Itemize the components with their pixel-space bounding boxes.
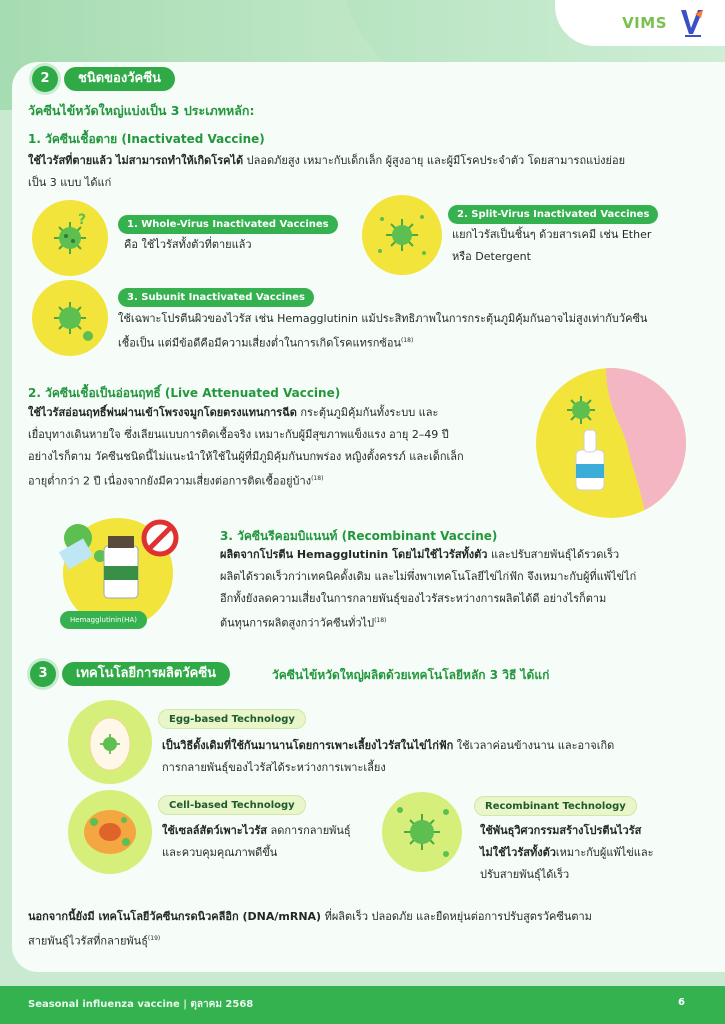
live-desc-1: กระตุ้นภูมิคุ้มกันทั้งระบบ และ: [296, 406, 439, 419]
recomb-desc-bold-2: ไม่ใช้ไวรัสทั้งตัว: [480, 846, 556, 859]
inactivated-desc-1: ปลอดภัยสูง เหมาะกับเด็กเล็ก ผู้สูงอายุ และผู้มีโรคประจำตัว โดยสามารถแบ่งย่อย: [243, 154, 626, 167]
live-ref: (18): [311, 475, 324, 482]
split-virus-desc-1: แยกไวรัสเป็นชิ้นๆ ด้วยสารเคมี เช่น Ether: [452, 228, 652, 241]
section-3-title: เทคโนโลยีการผลิตวัคซีน: [62, 662, 230, 686]
closing-paragraph: [28, 906, 708, 953]
recombinant-tech-description: [480, 820, 653, 886]
closing-2: สายพันธุ์ไวรัสที่กลายพันธุ์: [28, 934, 148, 948]
virus-icon: [32, 200, 108, 276]
subunit-illustration: [32, 280, 108, 356]
section-2-intro: วัคซีนไข้หวัดใหญ่แบ่งเป็น 3 ประเภทหลัก:: [28, 103, 255, 118]
cell-desc-2: และควบคุมคุณภาพดีขึ้น: [162, 846, 278, 859]
hemagglutinin-tag: Hemagglutinin(HA): [60, 611, 147, 629]
footer-title: Seasonal influenza vaccine | ตุลาคม 2568: [28, 999, 254, 1010]
subunit-desc-2: เชื้อเป็น แต่มีข้อดีคือมีความเสี่ยงต่ำในการเกิดโรคแทรกซ้อน: [118, 336, 402, 350]
egg-desc-2: การกลายพันธุ์ของไวรัสได้ระหว่างการเพาะเลี้ยง: [162, 761, 386, 774]
inactivated-desc-2: เป็น 3 แบบ ได้แก่: [28, 176, 112, 189]
vaccine-bottle-icon: [48, 508, 198, 628]
egg-based-description: [162, 735, 702, 779]
brand-v-logo: [679, 8, 707, 38]
subunit-ref: (18): [401, 337, 414, 344]
recombinant-illustration: [48, 508, 198, 628]
egg-illustration: [68, 700, 152, 784]
split-virus-desc-2: หรือ Detergent: [452, 250, 531, 263]
live-heading: 2. วัคซีนเชื้อเป็นอ่อนฤทธิ์ (Live Attenuated Vaccine): [28, 386, 341, 400]
whole-virus-illustration: [32, 200, 108, 276]
live-desc-3: อย่างไรก็ตาม วัคซีนชนิดนี้ไม่แนะนำให้ใช้ในผู้ที่มีภูมิคุ้มกันบกพร่อง หญิงตั้งครรภ์ และเด็กเล็ก: [28, 450, 464, 463]
closing-ref: (19): [147, 935, 161, 942]
nasal-spray-icon: [536, 368, 686, 518]
recombinant-tech-label: Recombinant Technology: [474, 796, 637, 816]
inactivated-heading: 1. วัคซีนเชื้อตาย (Inactivated Vaccine): [28, 132, 265, 146]
recombinant-heading: 3. วัคซีนรีคอมบิแนนท์ (Recombinant Vaccine): [220, 529, 498, 543]
whole-virus-description: คือ ใช้ไวรัสทั้งตัวที่ตายแล้ว: [124, 238, 252, 251]
recombinant-ref: (18): [374, 617, 387, 624]
section-2-title: ชนิดของวัคซีน: [64, 67, 175, 91]
egg-based-label: Egg-based Technology: [158, 709, 306, 729]
cell-desc-1: ลดการกลายพันธุ์: [267, 824, 351, 837]
recombinant-description: [220, 544, 710, 635]
recombinant-desc-3: อีกทั้งยังลดความเสี่ยงในการกลายพันธุ์ของไวรัสระหว่างการผลิตได้ดี อย่างไรก็ตาม: [220, 592, 607, 605]
recombinant-tech-illustration: [382, 792, 462, 872]
whole-virus-label: 1. Whole-Virus Inactivated Vaccines: [118, 215, 338, 234]
live-desc-bold: ใช้ไวรัสอ่อนฤทธิ์พ่นผ่านเข้าโพรงจมูกโดยตรงแทนการฉีด: [28, 406, 297, 419]
recomb-desc-bold-1: ใช้พันธุวิศวกรรมสร้างโปรตีนไวรัส: [480, 824, 642, 837]
recomb-desc-1: เหมาะกับผู้แพ้ไข่และ: [555, 846, 654, 859]
closing-1: ที่ผลิตเร็ว ปลอดภัย และยืดหยุ่นต่อการปรับสูตรวัคซีนตาม: [321, 910, 592, 923]
recombinant-desc-1: และปรับสายพันธุ์ได้รวดเร็ว: [487, 548, 620, 561]
section-2-number: 2: [32, 66, 58, 92]
closing-bold: นอกจากนี้ยังมี เทคโนโลยีวัคซีนกรดนิวคลีอิก (DNA/mRNA): [28, 910, 322, 923]
live-description: [28, 402, 528, 493]
section-3-number: 3: [30, 661, 56, 687]
cell-icon: [68, 790, 152, 874]
nasal-spray-illustration: [536, 368, 686, 518]
inactivated-desc-bold: ใช้ไวรัสที่ตายแล้ว ไม่สามารถทำให้เกิดโรคได้: [28, 154, 244, 167]
recomb-desc-2: ปรับสายพันธุ์ได้เร็ว: [480, 868, 570, 881]
subunit-desc-1: ใช้เฉพาะโปรตีนผิวของไวรัส เช่น Hemagglutinin แม้ประสิทธิภาพในการกระตุ้นภูมิคุ้มกันอาจไม่สูงเท่ากับวัคซีน: [118, 312, 648, 325]
split-virus-illustration: [362, 195, 442, 275]
subunit-description: [118, 308, 708, 355]
recombinant-desc-4: ต้นทุนการผลิตสูงกว่าวัคซีนทั่วไป: [220, 616, 375, 630]
cell-illustration: [68, 790, 152, 874]
live-desc-4: อายุต่ำกว่า 2 ปี เนื่องจากยังมีความเสี่ยงต่อการติดเชื้ออยู่บ้าง: [28, 474, 312, 488]
subunit-label: 3. Subunit Inactivated Vaccines: [118, 288, 314, 307]
cell-based-label: Cell-based Technology: [158, 795, 306, 815]
egg-desc-1: ใช้เวลาค่อนข้างนาน และอาจเกิด: [453, 739, 615, 752]
section-3-intro: วัคซีนไข้หวัดใหญ่ผลิตด้วยเทคโนโลยีหลัก 3 วิธี ได้แก่: [272, 668, 550, 682]
split-virus-label: 2. Split-Virus Inactivated Vaccines: [448, 205, 658, 224]
vims-logo: VIMS: [622, 14, 667, 32]
egg-desc-bold: เป็นวิธีดั้งเดิมที่ใช้กันมานานโดยการเพาะเลี้ยงไวรัสในไข่ไก่ฟัก: [162, 739, 454, 752]
inactivated-description: [28, 150, 698, 194]
live-desc-2: เยื่อบุทางเดินหายใจ ซึ่งเลียนแบบการติดเชื้อจริง เหมาะกับผู้มีสุขภาพแข็งแรง อายุ 2–49 ปี: [28, 428, 449, 441]
recombinant-virus-icon: [382, 792, 462, 872]
egg-icon: [68, 700, 152, 784]
recombinant-desc-2: ผลิตได้รวดเร็วกว่าเทคนิคดั้งเดิม และไม่พึ่งพาเทคโนโลยีไข่ไก่ฟัก จึงเหมาะกับผู้ที่แพ้ไข่ไก่: [220, 570, 637, 583]
page-number: 6: [678, 997, 685, 1008]
split-virus-icon: [362, 195, 442, 275]
split-virus-description: [452, 224, 651, 268]
cell-based-description: [162, 820, 351, 864]
subunit-virus-icon: [32, 280, 108, 356]
cell-desc-bold: ใช้เซลล์สัตว์เพาะไวรัส: [162, 824, 268, 837]
recombinant-desc-bold: ผลิตจากโปรตีน Hemagglutinin โดยไม่ใช้ไวรัสทั้งตัว: [220, 548, 488, 561]
svg-text:?: ?: [78, 212, 87, 228]
